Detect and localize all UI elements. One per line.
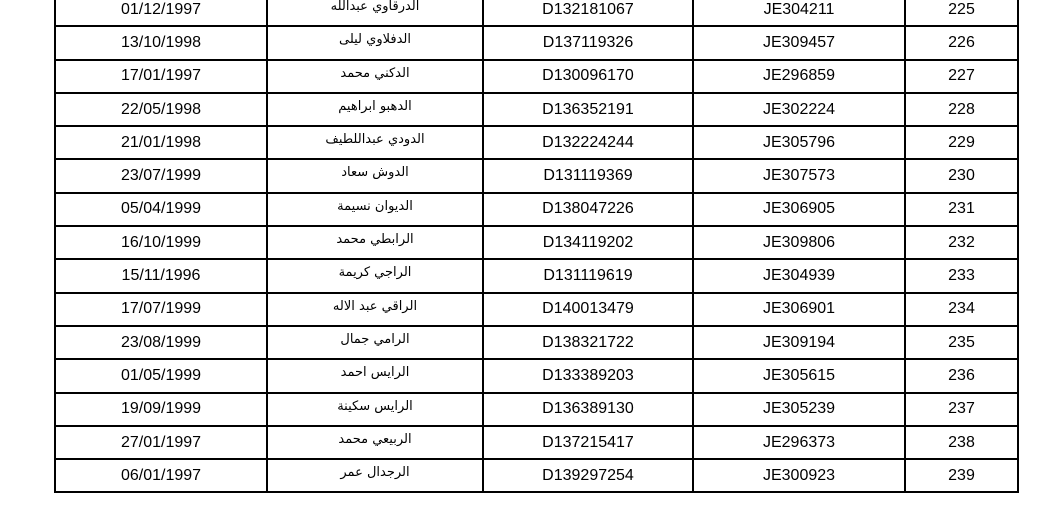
birth-date-cell: 22/05/1998	[55, 93, 267, 126]
full-name-cell: الدرقاوي عبدالله	[267, 0, 483, 26]
cne-cell: D137215417	[483, 426, 693, 459]
code-cell: JE305615	[693, 359, 905, 392]
code-cell: JE309194	[693, 326, 905, 359]
table-row	[55, 93, 1018, 126]
row-number-cell: 234	[905, 293, 1018, 326]
birth-date-cell: 23/07/1999	[55, 159, 267, 192]
full-name-cell: الرجدال عمر	[267, 459, 483, 492]
cne-cell: D138321722	[483, 326, 693, 359]
table-row	[55, 359, 1018, 392]
birth-date-cell: 19/09/1999	[55, 393, 267, 426]
row-number-cell: 238	[905, 426, 1018, 459]
table-row	[55, 293, 1018, 326]
row-number-cell: 229	[905, 126, 1018, 159]
code-cell: JE296859	[693, 60, 905, 93]
row-number-cell: 228	[905, 93, 1018, 126]
row-number-cell: 227	[905, 60, 1018, 93]
full-name-cell: الرايس سكينة	[267, 393, 483, 426]
table-body	[55, 0, 1018, 492]
birth-date-cell: 13/10/1998	[55, 26, 267, 59]
birth-date-cell: 17/01/1997	[55, 60, 267, 93]
cne-cell: D132181067	[483, 0, 693, 26]
code-cell: JE305796	[693, 126, 905, 159]
row-number-cell: 235	[905, 326, 1018, 359]
row-number-cell: 231	[905, 193, 1018, 226]
birth-date-cell: 27/01/1997	[55, 426, 267, 459]
full-name-cell: الرابطي محمد	[267, 226, 483, 259]
cne-cell: D136389130	[483, 393, 693, 426]
full-name-cell: الرامي جمال	[267, 326, 483, 359]
code-cell: JE309457	[693, 26, 905, 59]
birth-date-cell: 15/11/1996	[55, 259, 267, 292]
birth-date-cell: 16/10/1999	[55, 226, 267, 259]
code-cell: JE307573	[693, 159, 905, 192]
table-row	[55, 26, 1018, 59]
code-cell: JE304939	[693, 259, 905, 292]
table-row	[55, 326, 1018, 359]
code-cell: JE306901	[693, 293, 905, 326]
full-name-cell: الرايس احمد	[267, 359, 483, 392]
row-number-cell: 232	[905, 226, 1018, 259]
cne-cell: D137119326	[483, 26, 693, 59]
table-row	[55, 193, 1018, 226]
table-row	[55, 126, 1018, 159]
birth-date-cell: 01/05/1999	[55, 359, 267, 392]
full-name-cell: الراجي كريمة	[267, 259, 483, 292]
row-number-cell: 239	[905, 459, 1018, 492]
cne-cell: D140013479	[483, 293, 693, 326]
cne-cell: D133389203	[483, 359, 693, 392]
table-row	[55, 226, 1018, 259]
code-cell: JE309806	[693, 226, 905, 259]
birth-date-cell: 17/07/1999	[55, 293, 267, 326]
full-name-cell: الدفلاوي ليلى	[267, 26, 483, 59]
full-name-cell: الراقي عبد الاله	[267, 293, 483, 326]
cne-cell: D131119619	[483, 259, 693, 292]
table-row	[55, 60, 1018, 93]
table-row	[55, 459, 1018, 492]
birth-date-cell: 21/01/1998	[55, 126, 267, 159]
row-number-cell: 237	[905, 393, 1018, 426]
student-list-table-container	[54, 0, 1017, 493]
full-name-cell: الدكني محمد	[267, 60, 483, 93]
birth-date-cell: 01/12/1997	[55, 0, 267, 26]
cne-cell: D130096170	[483, 60, 693, 93]
full-name-cell: الديوان نسيمة	[267, 193, 483, 226]
code-cell: JE300923	[693, 459, 905, 492]
full-name-cell: الدهبو ابراهيم	[267, 93, 483, 126]
row-number-cell: 225	[905, 0, 1018, 26]
cne-cell: D134119202	[483, 226, 693, 259]
cne-cell: D138047226	[483, 193, 693, 226]
code-cell: JE306905	[693, 193, 905, 226]
table-row	[55, 259, 1018, 292]
full-name-cell: الدوش سعاد	[267, 159, 483, 192]
full-name-cell: الدودي عبداللطيف	[267, 126, 483, 159]
code-cell: JE296373	[693, 426, 905, 459]
table-row	[55, 426, 1018, 459]
cne-cell: D136352191	[483, 93, 693, 126]
birth-date-cell: 06/01/1997	[55, 459, 267, 492]
cne-cell: D139297254	[483, 459, 693, 492]
code-cell: JE305239	[693, 393, 905, 426]
cne-cell: D132224244	[483, 126, 693, 159]
birth-date-cell: 23/08/1999	[55, 326, 267, 359]
code-cell: JE304211	[693, 0, 905, 26]
table-row	[55, 159, 1018, 192]
full-name-cell: الربيعي محمد	[267, 426, 483, 459]
row-number-cell: 236	[905, 359, 1018, 392]
row-number-cell: 230	[905, 159, 1018, 192]
table-row	[55, 0, 1018, 26]
row-number-cell: 226	[905, 26, 1018, 59]
code-cell: JE302224	[693, 93, 905, 126]
row-number-cell: 233	[905, 259, 1018, 292]
table-row	[55, 393, 1018, 426]
student-list-table	[54, 0, 1019, 493]
cne-cell: D131119369	[483, 159, 693, 192]
birth-date-cell: 05/04/1999	[55, 193, 267, 226]
